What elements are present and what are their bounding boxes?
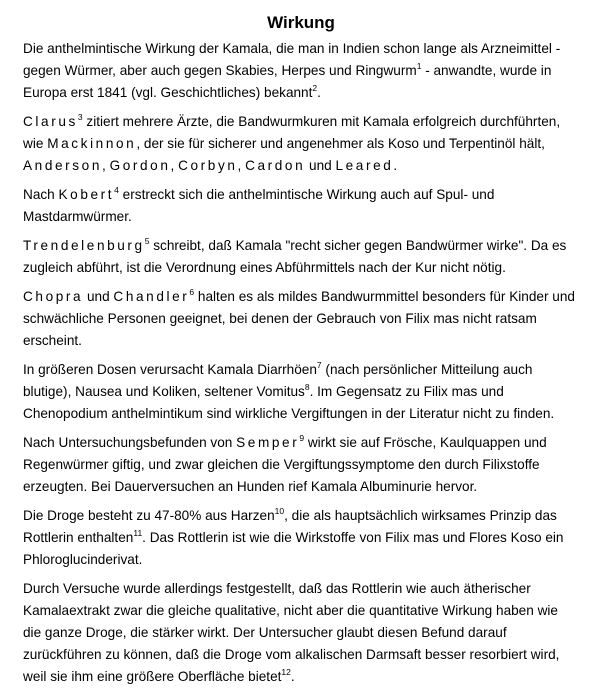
author-name: Clarus [23, 114, 78, 129]
text: (nach persönlicher Mitteilung auch blutige), Nausea und Koliken, seltener Vomitus [23, 362, 533, 399]
author-name: Semper [236, 435, 300, 450]
author-name: Mackinnon [47, 136, 137, 151]
author-name: Chopra [23, 289, 84, 304]
paragraph-semper [23, 432, 579, 498]
text: Die anthelmintische Wirkung der Kamala, die man in Indien schon lange als Arzneimittel - gegen Würmer, aber auch gegen Skabies, Herpes und Ringwurm [23, 41, 561, 78]
text: . [317, 85, 321, 100]
author-name: Chandler [113, 289, 190, 304]
footnote-ref[interactable]: 6 [189, 287, 195, 297]
text: , [170, 158, 179, 173]
text: erstreckt sich die anthelmintische Wirkung auch auf Spul- und Mastdarmwürmer. [23, 187, 495, 224]
text: und [305, 158, 336, 173]
text: zitiert mehrere Ärzte, die Bandwurmkuren mit Kamala erfolgreich durchführten, wie [23, 114, 561, 151]
section-title: Wirkung [267, 13, 335, 32]
text: . Im Gegensatz zu Filix mas und Chenopodium anthelmintikum sind wirkliche Vergiftungen in der Literatur nicht zu finden. [23, 384, 555, 421]
footnote-ref[interactable]: 7 [316, 360, 322, 370]
footnote-ref[interactable]: 8 [304, 382, 310, 392]
paragraph-trendelenburg [23, 235, 579, 279]
text: - anwandte, wurde in Europa erst 1841 (vgl. Geschichtliches) bekannt [23, 63, 552, 100]
paragraph-dosage [23, 359, 579, 425]
paragraph-clarus [23, 111, 579, 177]
paragraph-experiments [23, 578, 579, 688]
text: . [290, 669, 295, 684]
paragraph-composition [23, 505, 579, 571]
footnote-ref[interactable]: 11 [133, 528, 143, 538]
author-name: Anderson [23, 158, 102, 173]
text: In größeren Dosen verursacht Kamala Diarrhöen [23, 362, 317, 377]
paragraph-history [23, 38, 579, 104]
text: und [83, 289, 114, 304]
text: schreibt, daß Kamala "recht sicher gegen Bandwürmer wirke". Da es zugleich abführt, ist die Verordnung eines Abführmittels nach der Kur nicht nötig. [23, 238, 567, 275]
author-name: Kobert [58, 187, 115, 202]
text: . Das Rottlerin ist wie die Wirkstoffe von Filix mas und Flores Koso ein Phloroglucinderivat. [23, 530, 564, 567]
footnote-ref[interactable]: 4 [114, 185, 119, 195]
footnote-ref[interactable]: 1 [416, 61, 422, 71]
footnote-ref[interactable]: 2 [312, 83, 318, 93]
text: , [237, 158, 246, 173]
footnote-ref[interactable]: 3 [77, 112, 83, 122]
text: halten es als mildes Bandwurmmittel besonders für Kinder und schwächliche Personen geeignet, bei denen der Gebrauch von Filix mas nicht ratsam erscheint. [23, 289, 575, 348]
text: , der sie für sicherer und angenehmer als Koso und Terpentinöl hält, [136, 136, 545, 151]
paragraph-kobert [23, 184, 579, 228]
author-name: Trendelenburg [23, 238, 145, 253]
footnote-ref[interactable]: 5 [144, 236, 150, 246]
text: wirkt sie auf Frösche, Kaulquappen und Regenwürmer giftig, und zwar gleichen die Vergiftungssymptome den durch Filixstoffe erzeugten. Bei Dauerversuchen an Hunden rief Kamala Albuminurie hervor. [23, 435, 547, 494]
text: , [102, 158, 110, 173]
footnote-ref[interactable]: 12 [281, 667, 291, 677]
footnote-ref[interactable]: 9 [299, 433, 305, 443]
text: , die als hauptsächlich wirksames Prinzip das Rottlerin enthalten [23, 508, 557, 545]
text: . [393, 158, 398, 173]
text: Die Droge besteht zu 47-80% aus Harzen [23, 508, 275, 523]
author-name: Gordon [109, 158, 171, 173]
author-name: Leared [335, 158, 394, 173]
text: Durch Versuche wurde allerdings festgestellt, daß das Rottlerin wie auch ätherischer Kamalaextrakt zwar die gleiche qualitative, nicht aber die quantitative Wirkung haben wie die ganze Droge, die stärker wirkt. Der Untersucher glaubt diesen Befund darauf zurückführen zu können, daß die Droge vom alkalischen Darmsaft besser resorbiert wird, weil sie ihm eine größere Oberfläche bietet [23, 581, 560, 684]
text: Nach Untersuchungsbefunden von [23, 435, 237, 450]
footnote-ref[interactable]: 10 [274, 506, 285, 516]
author-name: Cardon [245, 158, 306, 173]
author-name: Corbyn [178, 158, 238, 173]
text: Nach [23, 187, 59, 202]
paragraph-chopra [23, 286, 579, 352]
